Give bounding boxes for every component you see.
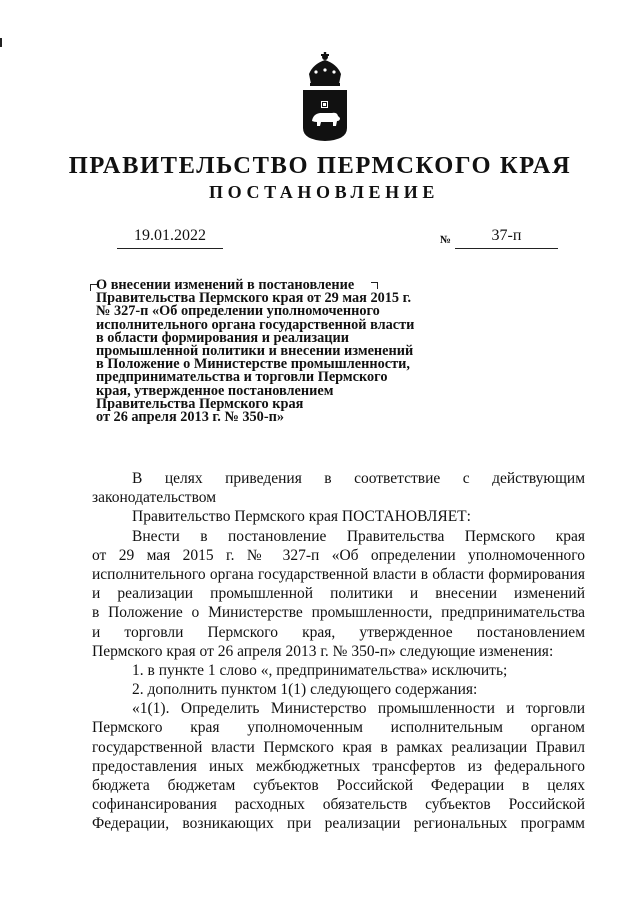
- subject-line: от 26 апреля 2013 г. № 350-п»: [96, 409, 284, 426]
- subject-line: О внесении изменений в постановление: [96, 277, 355, 293]
- scan-edge-mark: [0, 38, 6, 47]
- document-subject: [96, 277, 415, 426]
- coat-of-arms-icon: [299, 50, 351, 142]
- body-line: «1(1). Определить Министерство промышленности и торговли: [132, 700, 585, 718]
- body-line: от 29 мая 2015 г. № 327-п «Об определении уполномоченного: [92, 546, 585, 564]
- body-line: предоставления иных межбюджетных трансфертов из федерального: [92, 757, 585, 775]
- number-sign: №: [440, 234, 452, 246]
- body-line: законодательством: [92, 489, 217, 507]
- subject-line: исполнительного органа государственной власти: [96, 316, 415, 333]
- body-line: Правительство Пермского края ПОСТАНОВЛЯЕТ:: [132, 508, 471, 526]
- body-line: и реализации промышленной политики и внесении изменений: [92, 585, 585, 603]
- organization-title: ПРАВИТЕЛЬСТВО ПЕРМСКОГО КРАЯ: [68, 152, 572, 179]
- body-line: Федерации, возникающих при реализации региональных программ: [92, 815, 585, 833]
- body-line: 1. в пункте 1 слово «, предпринимательства» исключить;: [132, 661, 508, 679]
- body-line: Внести в постановление Правительства Пермского края: [132, 527, 585, 545]
- document-number: 37-п: [455, 224, 558, 249]
- subject-line: предпринимательства и торговли Пермского: [96, 369, 388, 386]
- subject-line: в области формирования и реализации: [96, 329, 349, 346]
- subject-line: края, утвержденное постановлением: [96, 382, 334, 399]
- subject-line: в Положение о Министерстве промышленности,: [96, 356, 410, 373]
- subject-line: Правительства Пермского края: [96, 395, 304, 412]
- body-line: исполнительного органа государственной власти в области формирования: [92, 565, 585, 583]
- body-line: бюджета бюджетам субъектов Российской Федерации в целях: [92, 777, 585, 794]
- body-line: софинансирования расходных обязательств субъектов Российской: [92, 796, 585, 814]
- document-type: ПОСТАНОВЛЕНИЕ: [209, 182, 439, 202]
- subject-line: промышленной политики и внесении изменений: [96, 343, 414, 360]
- body-line: Пермского края от 26 апреля 2013 г. № 350-п» следующие изменения:: [92, 642, 554, 660]
- body-line: Пермского края уполномоченным исполнительным органом: [92, 719, 585, 737]
- subject-line: № 327-п «Об определении уполномоченного: [96, 303, 380, 320]
- body-line: 2. дополнить пунктом 1(1) следующего содержания:: [132, 681, 478, 699]
- subject-line: Правительства Пермского края от 29 мая 2015 г.: [96, 290, 412, 307]
- document-date: 19.01.2022: [117, 224, 223, 249]
- body-line: В целях приведения в соответствие с действующим: [132, 470, 585, 487]
- body-line: в Положение о Министерстве промышленности, предпринимательства: [92, 604, 585, 622]
- document-body: [92, 469, 585, 834]
- body-line: государственной власти Пермского края в рамках реализации Правил: [92, 738, 585, 756]
- body-line: и торговли Пермского края, утвержденное постановлением: [92, 623, 585, 641]
